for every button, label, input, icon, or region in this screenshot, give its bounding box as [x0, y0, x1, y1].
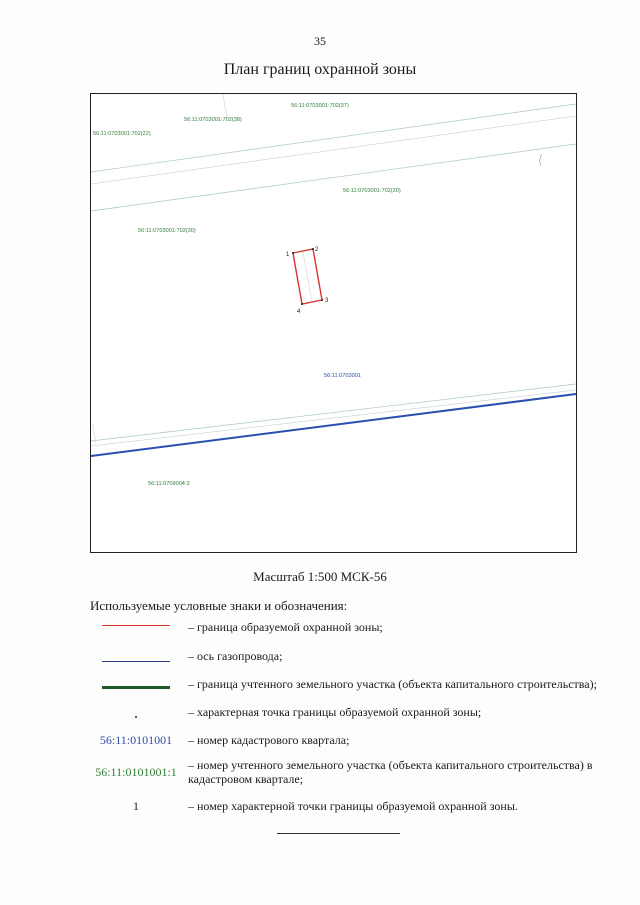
parcel-label: 56:11:0703001:702(38) — [184, 117, 242, 123]
legend-item — [90, 649, 610, 665]
legend-item — [90, 677, 610, 693]
page-title: План границ охранной зоны — [223, 61, 417, 78]
parcel-label: 56:11:0703001:702(37) — [291, 103, 349, 109]
parcel-boundary-line — [91, 384, 576, 441]
legend-description: – граница образуемой охранной зоны; — [188, 620, 383, 634]
boundary-point — [312, 248, 314, 250]
legend-description: – граница учтенного земельного участка (объекта капитального строительства); — [188, 677, 597, 691]
dot-symbol: . — [134, 707, 138, 721]
parcel-label: 56:11:0709004:3 — [148, 481, 190, 487]
map-mark — [540, 154, 542, 166]
map-frame — [90, 93, 577, 553]
parcel-boundary-line — [91, 390, 576, 446]
point-label: 1 — [286, 252, 290, 258]
parcel-label: 56:11:0703001:702(30) — [138, 228, 196, 234]
legend-item — [90, 620, 610, 636]
zone-axis — [303, 252, 312, 302]
legend-description: – номер учтенного земельного участка (объекта капитального строительства) в кадастровом квартале; — [188, 758, 593, 786]
parcel-boundary-line — [223, 94, 227, 119]
legend-item — [90, 758, 610, 788]
boundary-point — [292, 252, 294, 254]
page-number: 35 — [314, 34, 326, 48]
cadastral-map — [91, 94, 576, 552]
parcel-number-symbol: 56:11:0101001:1 — [95, 765, 177, 779]
legend-description: – номер кадастрового квартала; — [188, 733, 350, 747]
quarter-label: 56:11:0703001 — [324, 373, 361, 379]
quarter-number-symbol: 56:11:0101001 — [99, 733, 173, 747]
point-number-symbol: 1 — [133, 799, 139, 813]
red-line-symbol — [102, 625, 170, 626]
point-label: 2 — [315, 247, 319, 253]
parcel-boundary-line — [91, 116, 576, 184]
legend-description: – ось газопровода; — [188, 649, 283, 663]
blue-line-symbol — [102, 661, 170, 662]
point-label: 3 — [325, 298, 329, 304]
scale-caption: Масштаб 1:500 МСК-56 — [253, 569, 387, 584]
parcel-label: 56:11:0703001:702(20) — [343, 188, 401, 194]
point-label: 4 — [297, 309, 301, 315]
boundary-point — [301, 303, 303, 305]
footer-divider — [277, 833, 400, 834]
legend-item — [90, 799, 610, 815]
parcel-label: 56:11:0703001:702(22) — [93, 131, 151, 137]
legend-item — [90, 705, 610, 721]
legend-description: – характерная точка границы образуемой охранной зоны; — [188, 705, 482, 719]
legend-description: – номер характерной точки границы образуемой охранной зоны. — [188, 799, 518, 813]
parcel-boundary-line — [91, 144, 576, 211]
gas-pipeline-axis — [91, 394, 576, 456]
legend-heading: Используемые условные знаки и обозначения: — [90, 598, 348, 613]
parcel-boundary-line — [91, 104, 576, 172]
legend-item — [90, 733, 610, 749]
boundary-point — [321, 299, 323, 301]
green-thick-line-symbol — [102, 686, 170, 689]
